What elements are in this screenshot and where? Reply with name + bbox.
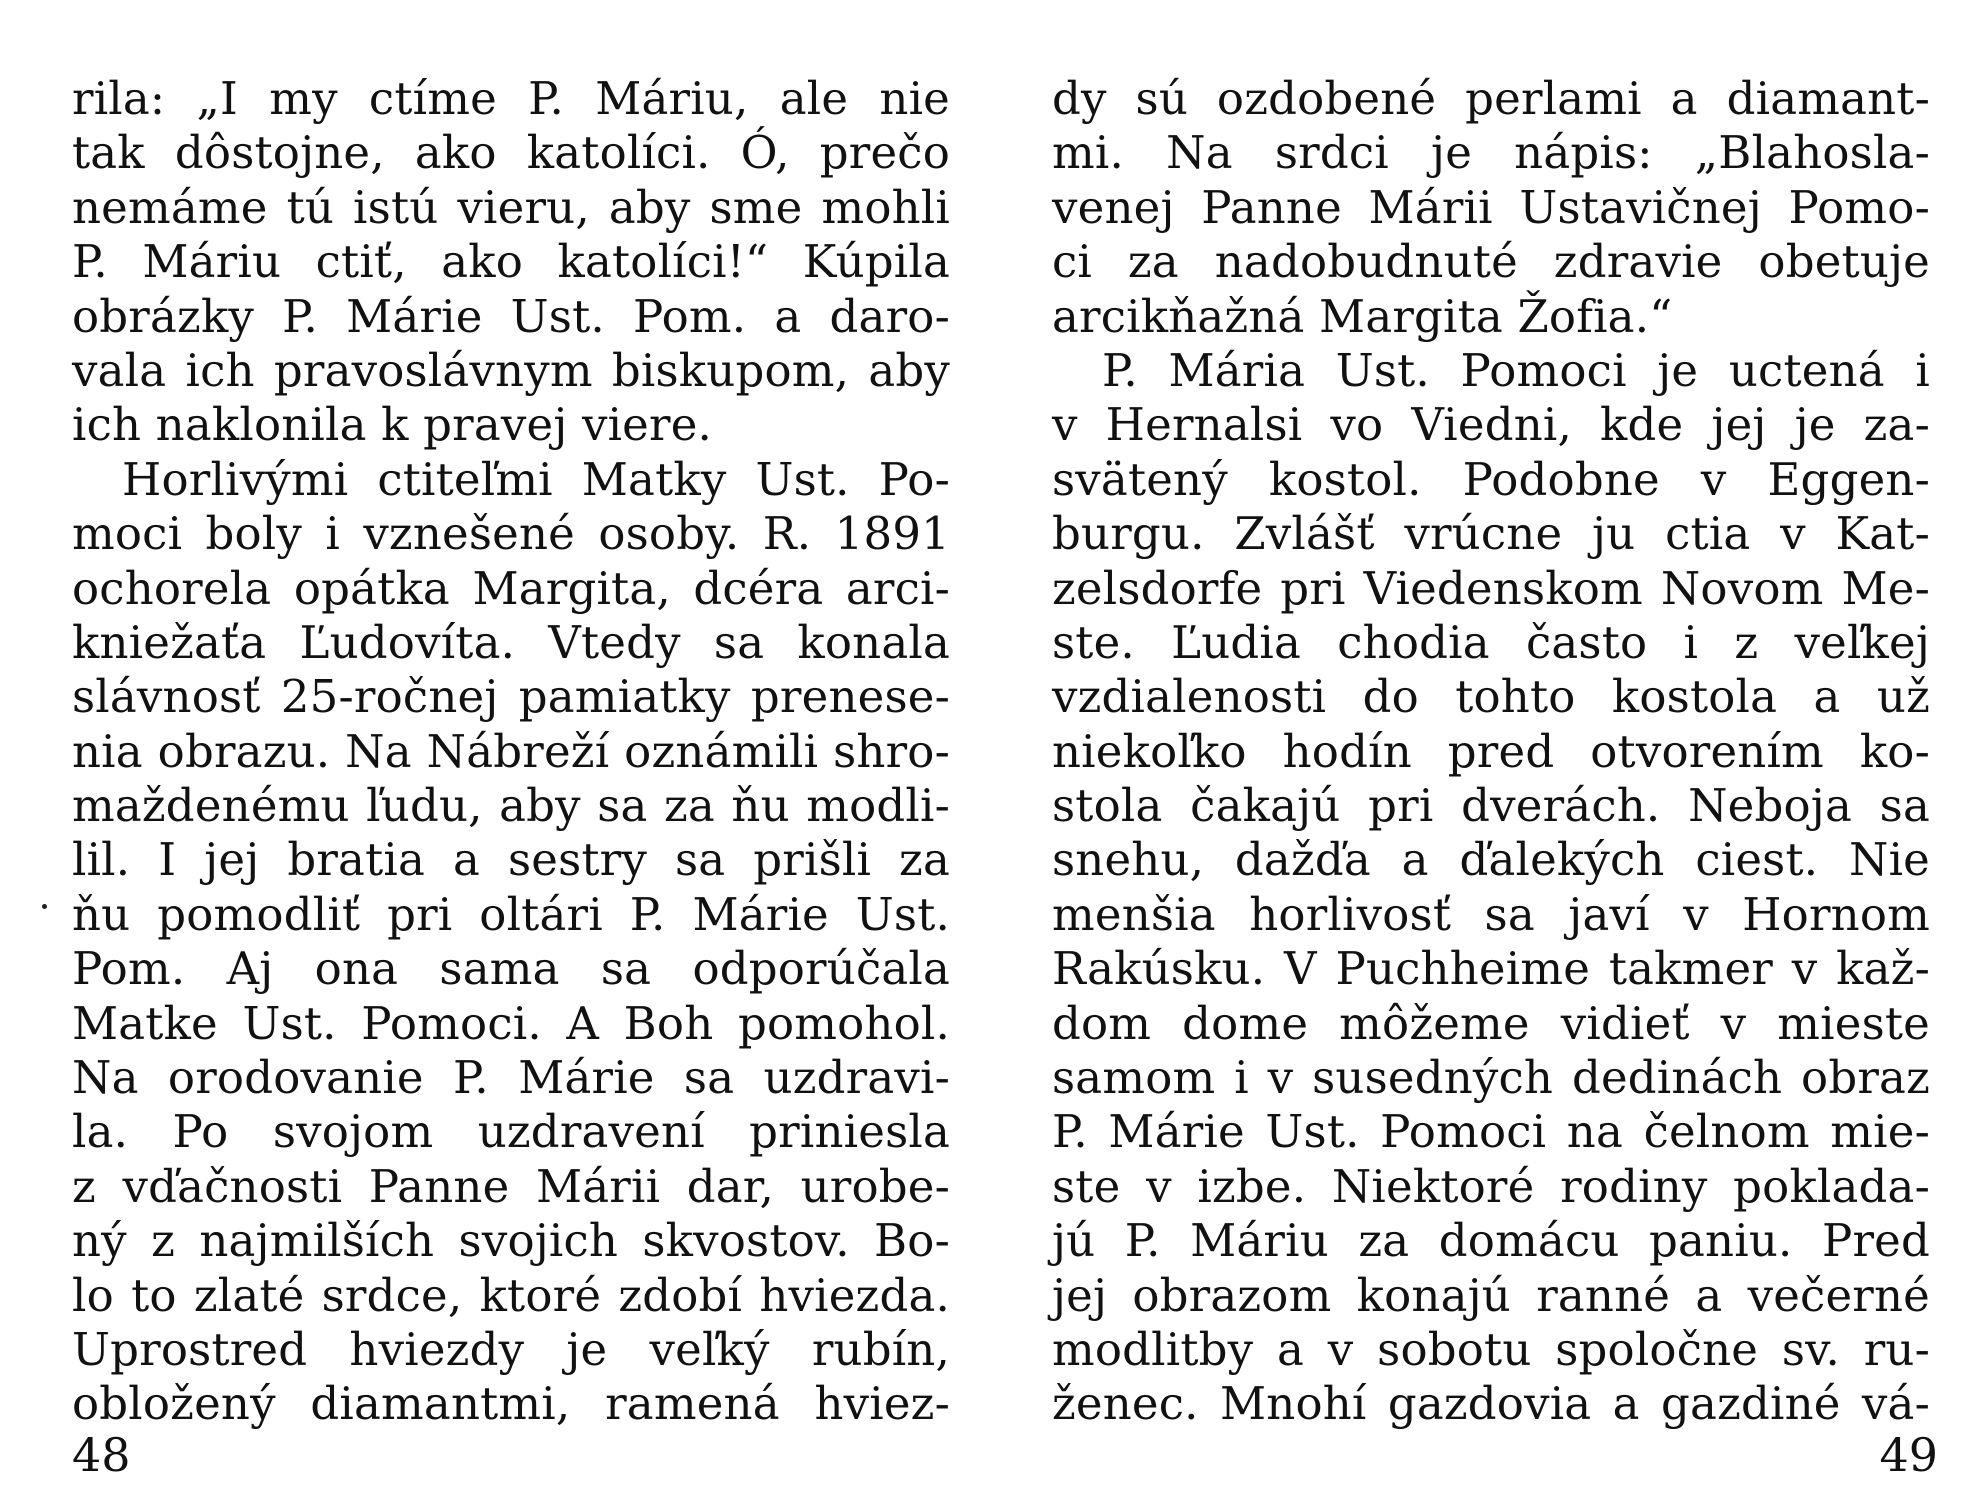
text-line: la. Po svojom uzdravení priniesla: [72, 1105, 950, 1159]
text-line: dom dome môžeme vidieť v mieste: [1052, 996, 1930, 1050]
text-line: zelsdorfe pri Viedenskom Novom Me-: [1052, 561, 1930, 615]
print-speck: [42, 904, 47, 909]
text-line: vala ich pravoslávnym biskupom, aby: [72, 343, 950, 397]
text-line: svätený kostol. Podobne v Eggen-: [1052, 452, 1930, 506]
left-page-text: [72, 72, 950, 1432]
text-line: mi. Na srdci je nápis: „Blahosla-: [1052, 126, 1930, 180]
text-line: rila: „I my ctíme P. Máriu, ale nie: [72, 72, 950, 125]
text-line: lil. I jej bratia a sestry sa prišli za: [72, 833, 950, 887]
page-number: 49: [1879, 1428, 1938, 1482]
text-line: Rakúsku. V Puchheime takmer v kaž-: [1052, 942, 1930, 996]
text-line: ženec. Mnohí gazdovia a gazdiné vá-: [1052, 1377, 1930, 1431]
text-line: venej Panne Márii Ustavičnej Pomo-: [1052, 180, 1930, 234]
page-number: 48: [72, 1428, 131, 1482]
text-line: samom i v susedných dedinách obraz: [1052, 1051, 1930, 1105]
text-line: tak dôstojne, ako katolíci. Ó, prečo: [72, 126, 950, 180]
text-line: ste. Ľudia chodia často i z veľkej: [1052, 615, 1930, 669]
text-line: obrázky P. Márie Ust. Pom. a daro-: [72, 289, 950, 343]
text-line: niekoľko hodín pred otvorením ko-: [1052, 724, 1930, 778]
text-line: Na orodovanie P. Márie sa uzdravi-: [72, 1051, 950, 1105]
text-line: snehu, dažďa a ďalekých ciest. Nie: [1052, 833, 1930, 887]
text-line: P. Máriu ctiť, ako katolíci!“ Kúpila: [72, 235, 950, 289]
text-line: modlitby a v sobotu spoločne sv. ru-: [1052, 1322, 1930, 1376]
text-line: ňu pomodliť pri oltári P. Márie Ust.: [72, 887, 950, 941]
text-line: ste v izbe. Niektoré rodiny poklada-: [1052, 1159, 1930, 1213]
text-line: moci boly i vznešené osoby. R. 1891: [72, 507, 950, 561]
text-line: burgu. Zvlášť vrúcne ju ctia v Kat-: [1052, 507, 1930, 561]
text-line: jú P. Máriu za domácu paniu. Pred: [1052, 1214, 1930, 1268]
text-line: slávnosť 25-ročnej pamiatky prenese-: [72, 670, 950, 724]
text-line: dy sú ozdobené perlami a diamant-: [1052, 72, 1930, 125]
text-line: P. Mária Ust. Pomoci je uctená i: [1102, 343, 1930, 397]
text-line: lo to zlaté srdce, ktoré zdobí hviezda.: [72, 1268, 950, 1322]
text-line: Pom. Aj ona sama sa odporúčala: [72, 942, 950, 996]
text-line: stola čakajú pri dverách. Neboja sa: [1052, 779, 1930, 833]
text-line: nemáme tú istú vieru, aby sme mohli: [72, 180, 950, 234]
text-line: menšia horlivosť sa javí v Hornom: [1052, 887, 1930, 941]
text-line: jej obrazom konajú ranné a večerné: [1052, 1268, 1930, 1322]
right-page: [990, 0, 1980, 1500]
text-line: obložený diamantmi, ramená hviez-: [72, 1377, 950, 1431]
text-line: Horlivými ctiteľmi Matky Ust. Po-: [122, 452, 950, 506]
text-line: maždenému ľudu, aby sa za ňu modli-: [72, 779, 950, 833]
text-line: ochorela opátka Margita, dcéra arci-: [72, 561, 950, 615]
text-line: ný z najmilších svojich skvostov. Bo-: [72, 1214, 950, 1268]
text-line: z vďačnosti Panne Márii dar, urobe-: [72, 1159, 950, 1213]
text-line: arcikňažná Margita Žofia.“: [1052, 289, 1673, 343]
text-line: ci za nadobudnuté zdravie obetuje: [1052, 235, 1930, 289]
text-line: P. Márie Ust. Pomoci na čelnom mie-: [1052, 1105, 1930, 1159]
text-line: vzdialenosti do tohto kostola a už: [1052, 670, 1930, 724]
text-line: kniežaťa Ľudovíta. Vtedy sa konala: [72, 615, 950, 669]
right-page-text: [1052, 72, 1930, 1432]
text-line: nia obrazu. Na Nábreží oznámili shro-: [72, 724, 950, 778]
text-line: ich naklonila k pravej viere.: [72, 398, 713, 452]
text-line: Uprostred hviezdy je veľký rubín,: [72, 1322, 950, 1376]
text-line: Matke Ust. Pomoci. A Boh pomohol.: [72, 996, 950, 1050]
text-line: v Hernalsi vo Viedni, kde jej je za-: [1052, 398, 1930, 452]
